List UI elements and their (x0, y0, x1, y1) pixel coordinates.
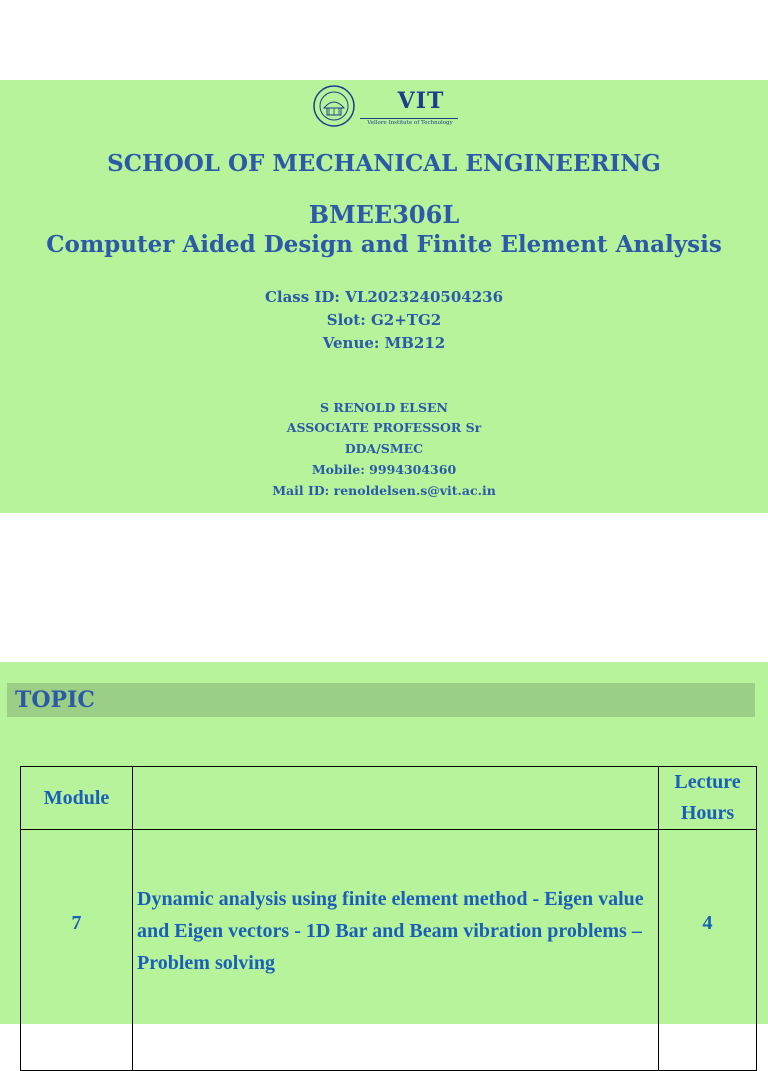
topic-slide (0, 662, 768, 1024)
vit-seal-icon (312, 84, 356, 128)
table-header-row (21, 767, 757, 830)
header-module: Module (21, 767, 133, 830)
faculty-designation: ASSOCIATE PROFESSOR Sr (286, 420, 482, 435)
logo-rule (360, 118, 458, 119)
topic-heading: TOPIC (15, 687, 95, 713)
header-hours-line1: Lecture (674, 771, 741, 793)
course-code: BMEE306L (308, 200, 460, 229)
faculty-mail: Mail ID: renoldelsen.s@vit.ac.in (272, 483, 496, 498)
row-hours-value: 4 (702, 912, 713, 934)
vit-logo (312, 84, 462, 130)
slot: Slot: G2+TG2 (326, 311, 442, 329)
class-id: Class ID: VL2023240504236 (264, 288, 504, 306)
logo-text: VIT (397, 88, 445, 114)
header-description (133, 767, 659, 830)
header-lecture-hours (659, 767, 757, 830)
table-row (21, 830, 757, 1071)
faculty-department: DDA/SMEC (344, 441, 424, 456)
faculty-name: S RENOLD ELSEN (320, 400, 448, 415)
logo-subtitle: Vellore Institute of Technology (367, 120, 453, 126)
row-description-text: Dynamic analysis using finite element method - Eigen value and Eigen vectors - 1D Bar and Beam vibration problems – Problem solving (137, 888, 644, 974)
row-module (21, 830, 133, 1071)
row-hours (659, 830, 757, 1071)
row-module-value: 7 (71, 912, 82, 934)
topic-heading-bar (7, 683, 755, 717)
faculty-mobile: Mobile: 9994304360 (311, 462, 457, 477)
topic-table (20, 766, 757, 1071)
venue: Venue: MB212 (322, 334, 446, 352)
school-name: SCHOOL OF MECHANICAL ENGINEERING (107, 150, 661, 177)
row-description (133, 830, 659, 1071)
title-slide (0, 80, 768, 513)
course-name: Computer Aided Design and Finite Element Analysis (46, 231, 722, 258)
header-hours-line2: Hours (680, 802, 735, 824)
